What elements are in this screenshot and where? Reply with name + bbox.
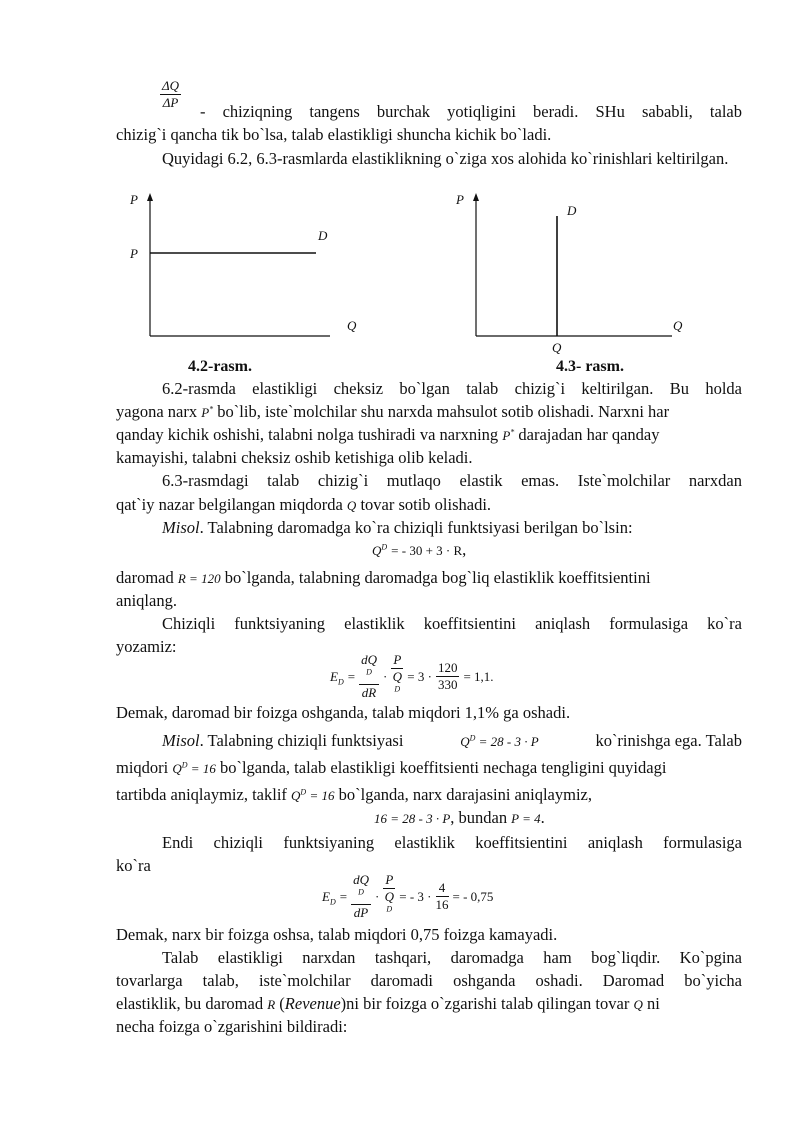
example2-dq-sup: D xyxy=(358,887,364,897)
example1-ed-base: E xyxy=(330,668,338,684)
example1-formula xyxy=(372,538,466,561)
right-y-axis-arrow-icon xyxy=(473,193,479,201)
last-para-line3-mid: )ni bir foizga o`zgarishi talab qilingan tovar xyxy=(340,994,630,1013)
para3-line4: kamayishi, talabni cheksiz oshib ketishiga olib keladi. xyxy=(116,448,473,467)
right-q-axis-label: Q xyxy=(673,318,683,333)
example1-value-fraction xyxy=(436,660,460,693)
example2-line3-end: bo`lganda, narx darajasini aniqlaymiz, xyxy=(338,785,592,804)
example2-bundan: , bundan xyxy=(450,808,508,827)
example1-ed-sub: D xyxy=(337,677,344,687)
example2-qd16-value-2: = 16 xyxy=(309,788,335,803)
example2-function: $Q^D = 28 - 3 \cdot P$ xyxy=(460,733,539,749)
para1-line2: chizig`i qancha tik bo`lsa, talab elastikligi shuncha kichik bo`ladi. xyxy=(116,125,552,144)
right-q-level-label: Q xyxy=(552,340,562,355)
left-p-axis-label: P xyxy=(130,192,138,207)
example2-value-den: 16 xyxy=(435,897,449,912)
para3-line1: 6.2-rasmda elastikligi cheksiz bo`lgan talab chizig`i keltirilgan. Bu holda xyxy=(162,379,742,398)
para1-line1: - chiziqning tangens burchak yotiqligini beradi. SHu sababli, talab xyxy=(200,102,742,121)
para2: Quyidagi 6.2, 6.3-rasmlarda elastiklikning o`ziga xos alohida ko`rinishlari keltirilgan. xyxy=(162,149,729,168)
example2-solve-eq: 16 = 28 - 3 · P xyxy=(374,811,451,826)
example2-pq-den-base: Q xyxy=(384,889,394,904)
example2-pq-den xyxy=(383,889,395,921)
para3-line3 xyxy=(116,423,659,447)
example1-r-condition: R = 120 xyxy=(177,571,221,586)
example1-qd-base: Q xyxy=(372,543,382,558)
delta-fraction xyxy=(160,78,181,111)
example2-line1 xyxy=(162,729,742,753)
left-q-axis-label: Q xyxy=(347,318,357,333)
example1-formula-rhs: = - 30 + 3 · R xyxy=(391,543,463,558)
example1-method-line1: Chiziqli funktsiyaning elastiklik koeffitsientini aniqlash formulasiga ko`ra xyxy=(162,614,742,633)
revenue-word: Revenue xyxy=(284,994,341,1013)
example2-p-result: P = 4 xyxy=(511,811,541,826)
example2-equation xyxy=(322,872,493,921)
para3-line3-end: darajadan har qanday xyxy=(518,425,660,444)
example2-value-num: 4 xyxy=(436,880,449,897)
delta-fraction-numerator: ΔQ xyxy=(162,78,180,93)
example1-dq-sup: D xyxy=(366,667,372,677)
example2-label: Misol xyxy=(162,731,200,750)
example2-method-line1: Endi chiziqli funktsiyaning elastiklik koeffitsientini aniqlash formulasiga xyxy=(162,833,742,852)
example2-pq-num: P xyxy=(385,872,394,887)
example1-formula-lhs xyxy=(372,543,387,558)
example1-aniqlang: aniqlang. xyxy=(116,591,177,610)
example2-eq-sign: = xyxy=(339,888,348,904)
p-star-symbol-2: P* xyxy=(502,427,515,443)
example2-line1-end: ko`rinishga ega. Talab xyxy=(595,731,742,750)
para4-line1: 6.3-rasmdagi talab chizig`i mutlaqo elastik emas. Iste`molchilar narxdan xyxy=(162,471,742,490)
example1-pq-num: P xyxy=(393,652,402,667)
p-star-base: P xyxy=(201,405,210,420)
example2-derivative-num xyxy=(351,872,371,905)
example1-intro-text: . Talabning daromadga ko`ra chiziqli funktsiyasi berilgan bo`lsin: xyxy=(199,518,633,537)
p-star-symbol: P* xyxy=(201,404,214,420)
example2-ed xyxy=(322,889,336,905)
last-para-line3-end: ni xyxy=(646,994,660,1013)
example1-method-line2: yozamiz: xyxy=(116,637,177,656)
left-figure-caption: 4.2-rasm. xyxy=(188,358,252,373)
example1-eq-sign: = xyxy=(347,668,356,684)
last-para-line2: tovarlarga talab, iste`molchilar daromadi oshganda oshadi. Daromad bo`yicha xyxy=(116,971,742,990)
example1-daromad-word: daromad xyxy=(116,568,174,587)
example2-line1-start: . Talabning chiziqli funktsiyasi xyxy=(199,731,404,750)
example2-price-solve xyxy=(374,806,545,829)
example1-pq-den-base: Q xyxy=(392,669,402,684)
example1-eq-mid: = 3 · xyxy=(407,668,432,684)
example2-value-fraction xyxy=(436,880,449,913)
example1-pq-den-sup: D xyxy=(394,684,401,694)
para3-line2-start: yagona narx xyxy=(116,402,198,421)
example2-dq: dQ xyxy=(353,872,369,887)
last-para-line1: Talab elastikligi narxdan tashqari, daromadga ham bog`liqdir. Ko`pgina xyxy=(162,948,742,967)
example2-qd16-2: $Q^D = 16$ xyxy=(291,787,335,803)
example2-dot: · xyxy=(374,888,380,904)
para3-line2-end: bo`lib, iste`molchilar shu narxda mahsulot sotib olishadi. Narxni har xyxy=(217,402,670,421)
p-star-base-2: P xyxy=(502,428,511,443)
para3-line2 xyxy=(116,400,669,424)
example1-pq-den xyxy=(391,669,403,701)
example1-label: Misol xyxy=(162,518,200,537)
example1-formula-comma: , xyxy=(462,540,467,559)
q-symbol: Q xyxy=(346,498,357,513)
example2-line2 xyxy=(116,756,666,780)
example1-condition-line xyxy=(116,566,651,590)
para4-line2 xyxy=(116,493,491,517)
last-para-line3-start: elastiklik, bu daromad xyxy=(116,994,264,1013)
last-para-line3 xyxy=(116,992,660,1016)
example2-method-line2: ko`ra xyxy=(116,856,151,875)
example1-derivative-den: dR xyxy=(361,685,377,700)
example1-conclusion: Demak, daromad bir foizga oshganda, talab miqdori 1,1% ga oshadi. xyxy=(116,703,571,722)
q-symbol-2: Q xyxy=(633,997,643,1012)
example2-line2-start: miqdori xyxy=(116,758,169,777)
left-demand-label: D xyxy=(318,228,328,243)
example1-value-den: 330 xyxy=(437,677,458,692)
example2-qd16: $Q^D = 16$ xyxy=(172,760,216,776)
example2-p-dot: . xyxy=(540,808,545,827)
para3-line3-start: qanday kichik oshishi, talabni nolga tushiradi va narxning xyxy=(116,425,499,444)
last-para-line4: necha foizga o`zgarishini bildiradi: xyxy=(116,1017,348,1036)
left-p-level-label: P xyxy=(130,246,138,261)
example1-pq-fraction xyxy=(391,652,403,701)
example2-derivative-den: dP xyxy=(353,905,369,920)
right-p-axis-label: P xyxy=(456,192,464,207)
para4-line2-start: qat`iy nazar belgilangan miqdorda xyxy=(116,495,343,514)
example1-ed xyxy=(330,669,344,685)
example1-equation xyxy=(330,652,494,701)
example2-ed-base: E xyxy=(322,888,330,904)
example2-pq-den-sup: D xyxy=(386,904,393,914)
example2-line3-start: tartibda aniqlaymiz, taklif xyxy=(116,785,287,804)
delta-fraction-denominator: ΔP xyxy=(162,95,179,110)
example1-dot: · xyxy=(382,668,388,684)
example2-line3 xyxy=(116,783,592,807)
example2-ed-sub: D xyxy=(329,897,336,907)
example2-eq-result: = - 0,75 xyxy=(452,888,494,904)
figure-elastic-demand xyxy=(120,188,380,373)
last-para-open-paren: ( xyxy=(279,994,285,1013)
example2-eq-mid: = - 3 · xyxy=(399,888,432,904)
left-y-axis-arrow-icon xyxy=(147,193,153,201)
example2-conclusion: Demak, narx bir foizga oshsa, talab miqdori 0,75 foizga kamayadi. xyxy=(116,925,558,944)
example2-pq-fraction xyxy=(383,872,395,921)
example1-intro xyxy=(162,516,633,539)
para4-line2-end: tovar sotib olishadi. xyxy=(360,495,492,514)
example1-derivative-fraction xyxy=(359,652,379,701)
example1-condition-rest: bo`lganda, talabning daromadga bog`liq elastiklik koeffitsientini xyxy=(224,568,651,587)
example1-derivative-num xyxy=(359,652,379,685)
r-symbol: R xyxy=(267,997,276,1012)
right-figure-caption: 4.3- rasm. xyxy=(556,358,624,373)
right-demand-label: D xyxy=(567,203,577,218)
example1-dq: dQ xyxy=(361,652,377,667)
example1-qd-sup: D xyxy=(381,542,388,552)
example1-eq-result: = 1,1. xyxy=(463,668,494,684)
example2-line2-end: bo`lganda, talab elastikligi koeffitsienti nechaga tengligini quyidagi xyxy=(219,758,667,777)
example2-qd16-value: = 16 xyxy=(190,761,216,776)
example2-derivative-fraction xyxy=(351,872,371,921)
example2-function-rhs: = 28 - 3 · P xyxy=(478,734,539,749)
figure-inelastic-demand xyxy=(440,188,740,373)
example1-value-num: 120 xyxy=(437,660,458,675)
